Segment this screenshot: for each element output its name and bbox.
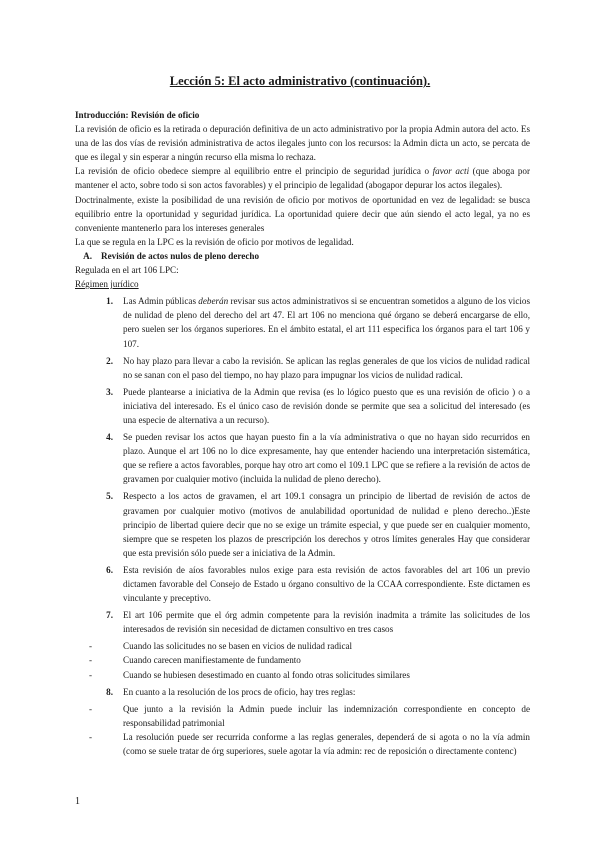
item-text: Esta revisión de aíos favorables nulos exige para esta revisión de actos favorables del art 106 un previo dictamen favorable del Consejo de Estado u órgano consultivo de la CCAA correspondiente. Este dictamen es vinculante y preceptivo.	[123, 564, 530, 604]
intro-paragraph-1: La revisión de oficio es la retirada o depuración definitiva de un acto administrativo por la propia Admin autora del acto. Es una de las dos vías de revisión administrativa de actos ilegales junto con los recursos: la Admin dicta un acto, se percata de que es ilegal y sin esperar a ningún recurso ella misma lo rechaza.	[75, 124, 530, 163]
intro-paragraph-2	[75, 164, 530, 192]
intro-heading: Introducción: Revisión de oficio	[75, 110, 200, 120]
item-number: 6.	[106, 564, 113, 575]
dash-mark: -	[89, 703, 93, 714]
item-1-post: revisar sus actos administrativos si se encuentran sometidos a alguno de los vicios de nulidad de pleno del derecho del art 47. El art 106 no menciona qué órgano se deberá encargarse de ello, pero suelen ser los órganos superiores. En el ámbito estatal, el art 111 especifica los órganos para el tart 106 y 107.	[123, 296, 531, 349]
numbered-list-continued	[75, 685, 530, 699]
item-text: En cuanto a la resolución de los procs de oficio, hay tres reglas:	[123, 686, 356, 697]
list-item	[75, 430, 530, 486]
dash-text: Que junto a la revisión la Admin puede incluir las indemnización correspondiente en concepto de responsabilidad patrimonial	[123, 703, 530, 728]
list-item	[75, 385, 530, 427]
dash-item	[75, 639, 530, 653]
dash-text: Cuando las solicitudes no se basen en vicios de nulidad radical	[123, 641, 353, 652]
item-text: Puede plantearse a iniciativa de la Admin que revisa (es lo lógico puesto que es una revisión de oficio ) o a iniciativa del interesado. Es el único caso de revisión donde se permite que sea a solicitud del interesado (es una especie de alternativa a un recurso).	[123, 386, 530, 425]
dash-item	[75, 653, 530, 667]
item-number: 2.	[106, 355, 113, 366]
list-item	[75, 685, 530, 699]
section-a-letter: A.	[83, 250, 92, 261]
dash-item	[75, 702, 530, 730]
item-number: 3.	[106, 386, 113, 397]
item-text	[123, 294, 530, 350]
dash-mark: -	[89, 731, 93, 742]
p2-text-before: La revisión de oficio obedece siempre al equilibrio entre el principio de seguridad jurídica o	[75, 166, 433, 177]
page-number: 1	[75, 796, 80, 807]
item-number: 1.	[106, 296, 113, 307]
item-number: 4.	[106, 432, 113, 443]
dash-text: Cuando carecen manifiestamente de fundamento	[123, 655, 301, 666]
item-text: Respecto a los actos de gravamen, el art 109.1 consagra un principio de libertad de revisión de actos de gravamen por cualquier motivo (motivos de anulabilidad oportunidad de nulidad e pleno derecho..)Este principio de libertad quiere decir que no se exige un trámite especial, y que puede ser en cualquier momento, siempre que se respeten los plazos de prescripción los derechos y otros límites generales Hay que considerar que esta previsión sólo puede ser a iniciativa de la Admin.	[123, 491, 530, 558]
item-text: El art 106 permite que el órg admin competente para la revisión inadmita a trámite las solicitudes de los interesados de revisión sin necesidad de dictamen consultivo en tres casos	[123, 610, 530, 635]
section-a-title: Revisión de actos nulos de pleno derecho	[101, 250, 260, 261]
list-item	[75, 608, 530, 636]
dash-text: La resolución puede ser recurrida conforme a las reglas generales, dependerá de si agota o no la vía admin (como se suele tratar de órg superiores, suele agotar la vía admin: rec de reposición o directamente contenc)	[123, 731, 530, 757]
intro-paragraph-3: Doctrinalmente, existe la posibilidad de una revisión de oficio por motivos de oportunidad en vez de legalidad: se busca equilibrio entre la oportunidad y seguridad jurídica. La oportunidad quiere decir que aún siendo el acto legal, ya no es conveniente mantenerlo para los intereses generales	[75, 194, 530, 233]
list-item	[75, 489, 530, 559]
p2-text-after: (que aboga por mantener el acto, sobre todo si son actos favorables) y el principio de legalidad (abogapor depurar los actos ilegales).	[75, 166, 530, 191]
dash-item	[75, 668, 530, 682]
regulated-line: Regulada en el art 106 LPC:	[75, 265, 179, 276]
page-title: Lección 5: El acto administrativo (continuación).	[169, 74, 431, 88]
dash-mark: -	[89, 669, 93, 680]
dash-mark: -	[89, 655, 93, 666]
item-1-italic: deberán	[198, 296, 229, 307]
section-a-heading	[75, 249, 530, 263]
p2-italic-term: favor acti	[432, 166, 470, 177]
dash-text: Cuando se hubiesen desestimado en cuanto al fondo otras solicitudes similares	[123, 669, 410, 680]
item-text: No hay plazo para llevar a cabo la revisión. Se aplican las reglas generales de que los vicios de nulidad radical no se sanan con el paso del tiempo, no hay plazo para impugnar los vicios de nulidad radical.	[123, 355, 530, 380]
list-item	[75, 354, 530, 382]
dash-item	[75, 730, 530, 758]
regimen-subheading: Régimen jurídico	[75, 279, 139, 290]
item-number: 5.	[106, 491, 113, 502]
list-item	[75, 563, 530, 605]
document-body	[75, 108, 530, 758]
item-number: 7.	[106, 610, 113, 621]
item-1-pre: Las Admin públicas	[123, 296, 199, 307]
dash-mark: -	[89, 641, 93, 652]
numbered-list	[75, 294, 530, 636]
item-text: Se pueden revisar los actos que hayan puesto fin a la vía administrativa o que no hayan sido recurridos en plazo. Aunque el art 106 no lo dice expresamente, hay que entender haciendo una interpretación sistemática, que se refiere a actos favorables, porque hay otro art como el 109.1 LPC que se refiere a la revisión de actos de gravamen por cualquier motivo (incluida la nulidad de pleno derecho).	[123, 432, 530, 485]
intro-paragraph-4: La que se regula en la LPC es la revisión de oficio por motivos de legalidad.	[75, 236, 354, 247]
item-number: 8.	[106, 686, 113, 697]
list-item	[75, 294, 530, 350]
